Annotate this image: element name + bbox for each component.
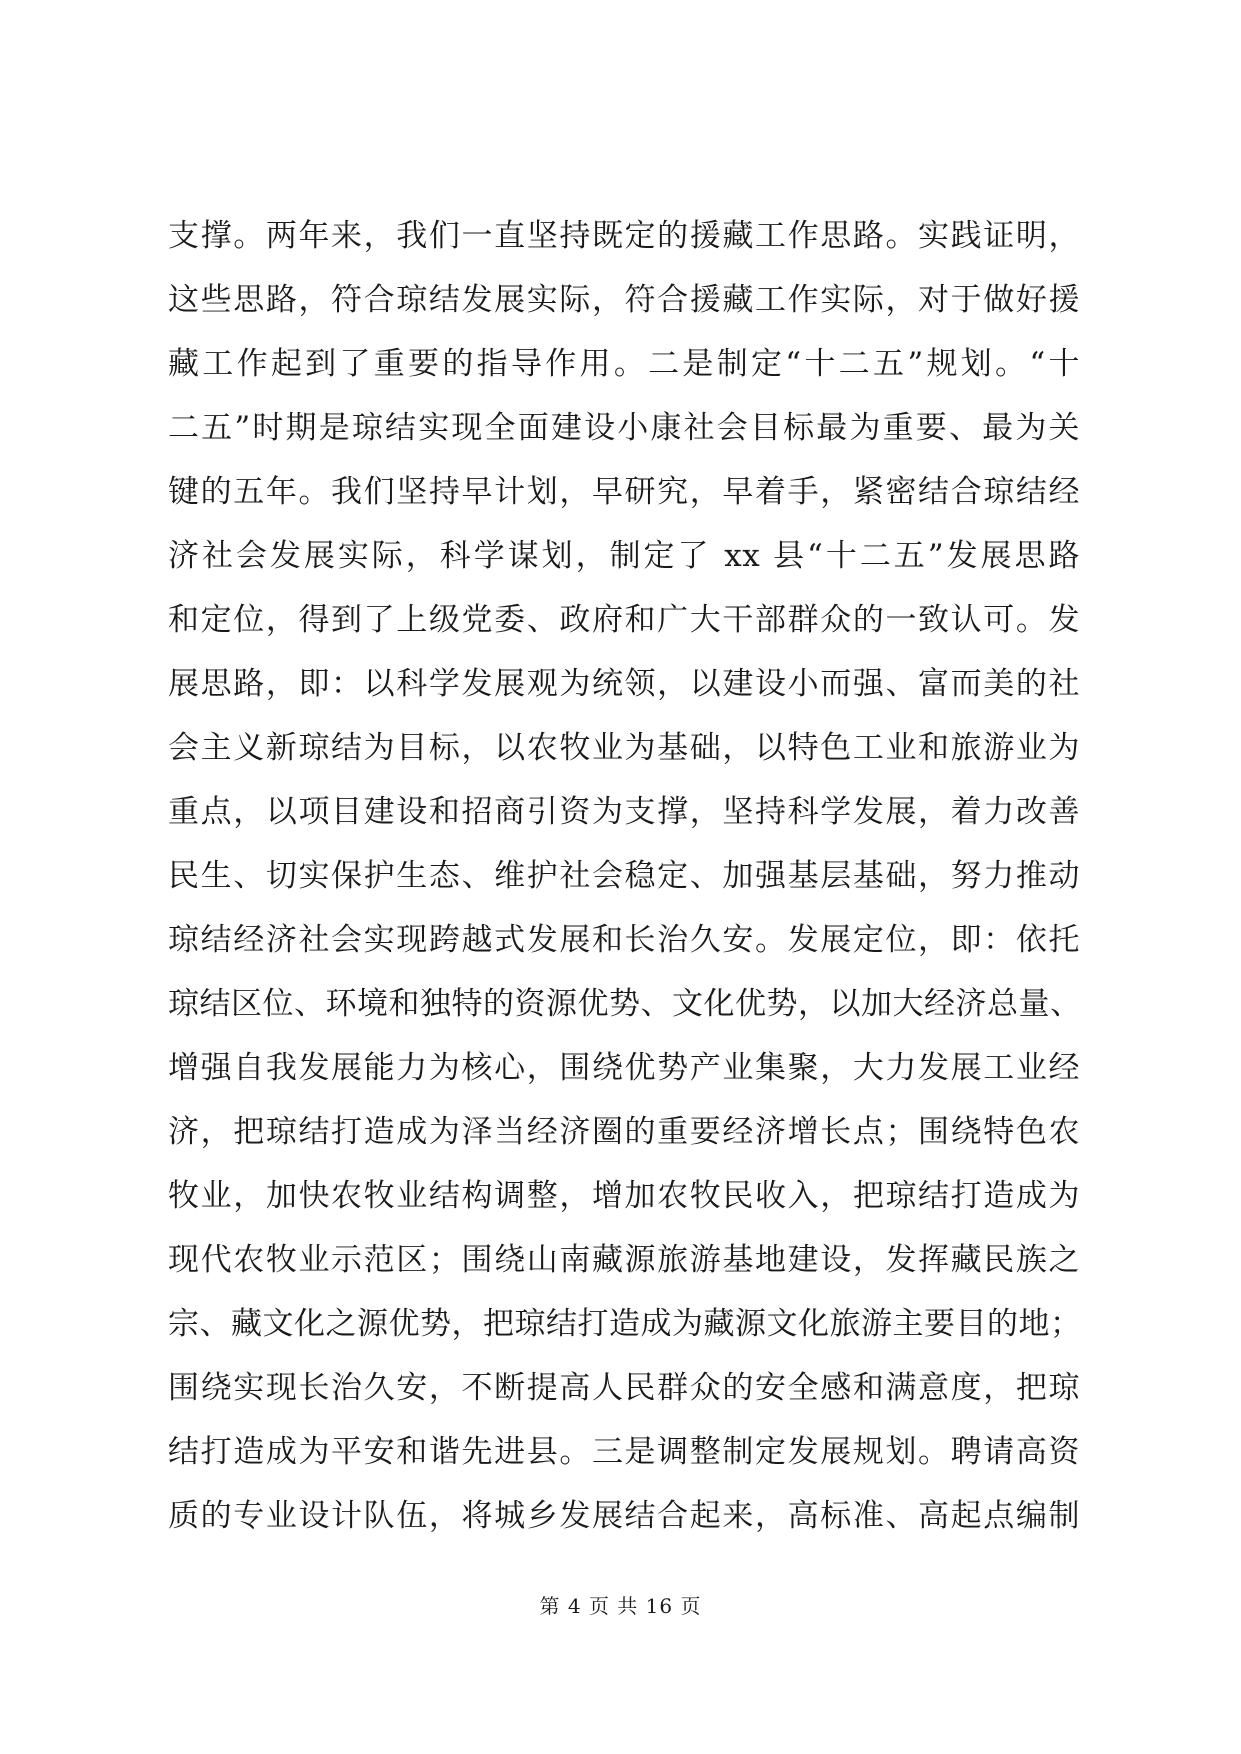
text-line: 济社会发展实际，科学谋划，制定了 xx 县“十二五”发展思路 — [168, 538, 1080, 574]
text-line: 键的五年。我们坚持早计划，早研究，早着手，紧密结合琼结经 — [168, 474, 1080, 510]
text-line: 民生、切实保护生态、维护社会稳定、加强基层基础，努力推动 — [168, 858, 1080, 894]
text-line: 展思路，即：以科学发展观为统领，以建设小而强、富而美的社 — [168, 666, 1080, 702]
text-line: 现代农牧业示范区；围绕山南藏源旅游基地建设，发挥藏民族之 — [168, 1242, 1080, 1278]
text-line: 琼结经济社会实现跨越式发展和长治久安。发展定位，即：依托 — [168, 922, 1080, 958]
text-line: 结打造成为平安和谐先进县。三是调整制定发展规划。聘请高资 — [168, 1434, 1080, 1470]
text-line: 济，把琼结打造成为泽当经济圈的重要经济增长点；围绕特色农 — [168, 1114, 1080, 1150]
text-line: 这些思路，符合琼结发展实际，符合援藏工作实际，对于做好援 — [168, 282, 1080, 318]
text-line: 琼结区位、环境和独特的资源优势、文化优势，以加大经济总量、 — [168, 986, 1082, 1022]
text-line: 围绕实现长治久安，不断提高人民群众的安全感和满意度，把琼 — [168, 1370, 1080, 1406]
text-line: 和定位，得到了上级党委、政府和广大干部群众的一致认可。发 — [168, 602, 1080, 638]
text-line: 增强自我发展能力为核心，围绕优势产业集聚，大力发展工业经 — [168, 1050, 1080, 1086]
text-line: 重点，以项目建设和招商引资为支撑，坚持科学发展，着力改善 — [168, 794, 1080, 830]
text-line: 牧业，加快农牧业结构调整，增加农牧民收入，把琼结打造成为 — [168, 1178, 1080, 1214]
text-line: 宗、藏文化之源优势，把琼结打造成为藏源文化旅游主要目的地； — [168, 1306, 1082, 1342]
text-line: 二五”时期是琼结实现全面建设小康社会目标最为重要、最为关 — [168, 410, 1080, 446]
body-text — [168, 204, 1080, 1548]
text-line: 支撑。两年来，我们一直坚持既定的援藏工作思路。实践证明， — [168, 218, 1080, 254]
text-line: 会主义新琼结为目标，以农牧业为基础，以特色工业和旅游业为 — [168, 730, 1080, 766]
text-line: 质的专业设计队伍，将城乡发展结合起来，高标准、高起点编制 — [168, 1498, 1080, 1534]
page-footer: 第 4 页 共 16 页 — [539, 1594, 702, 1618]
text-line: 藏工作起到了重要的指导作用。二是制定“十二五”规划。“十 — [168, 346, 1080, 382]
